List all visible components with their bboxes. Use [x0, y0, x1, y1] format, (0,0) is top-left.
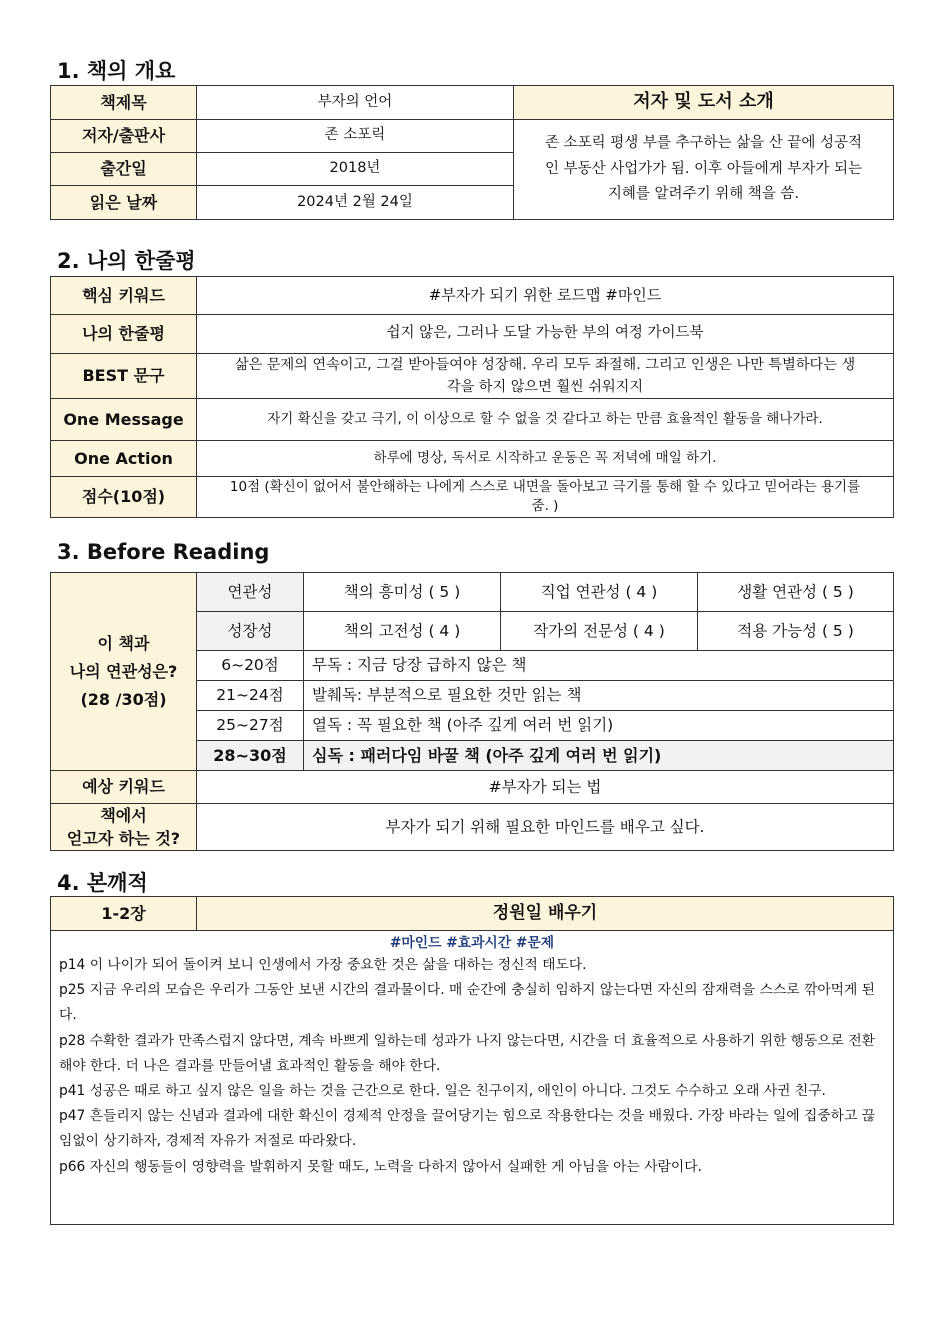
relevance-label	[51, 573, 197, 771]
value-keyword: #부자가 되기 위한 로드맵 #마인드	[197, 277, 894, 315]
value-title: 부자의 언어	[197, 86, 514, 120]
label-goal	[51, 804, 197, 851]
one-line-review-table	[50, 276, 894, 518]
label-keyword: 핵심 키워드	[51, 277, 197, 315]
label-one-action: One Action	[51, 441, 197, 477]
section-3-heading: 3. Before Reading	[57, 540, 270, 564]
label-best-quote: BEST 문구	[51, 354, 197, 399]
level-range: 6~20점	[197, 651, 304, 681]
value-review: 쉽지 않은, 그러나 도달 가능한 부의 여정 가이드북	[197, 315, 894, 354]
note-item: p25 지금 우리의 모습은 우리가 그동안 보낸 시간의 결과물이다. 매 순간에 충실히 임하지 않는다면 자신의 잠재력을 스스로 깎아먹게 된다.	[59, 982, 876, 1024]
expertise-score: 작가의 전문성 ( 4 )	[501, 612, 698, 651]
life-relevance-score: 생활 연관성 ( 5 )	[698, 573, 894, 612]
label-read-date: 읽은 날짜	[51, 186, 197, 220]
notes-tags: #마인드 #효과시간 #문제	[389, 935, 555, 951]
value-read-date: 2024년 2월 24일	[197, 186, 514, 220]
section-4-heading: 4. 본깨적	[57, 871, 148, 895]
note-item: p66 자신의 행동들이 영향력을 발휘하지 못할 때도, 노력을 다하지 않아서 실패한 게 아님을 아는 사람이다.	[59, 1158, 702, 1175]
value-goal: 부자가 되기 위해 필요한 마인드를 배우고 싶다.	[197, 804, 894, 851]
intro-title: 저자 및 도서 소개	[514, 86, 894, 120]
level-desc: 발췌독: 부분적으로 필요한 것만 읽는 책	[304, 681, 894, 711]
label-score: 점수(10점)	[51, 477, 197, 518]
level-desc: 열독 : 꼭 필요한 책 (아주 깊게 여러 번 읽기)	[304, 711, 894, 741]
chapter-label: 1-2장	[51, 897, 197, 931]
level-range: 25~27점	[197, 711, 304, 741]
value-score: 10점 (확신이 없어서 불안해하는 나에게 스스로 내면을 돌아보고 극기를 통해 할 수 있다고 믿어라는 용기를 줌. )	[197, 477, 894, 518]
value-expected-keyword: #부자가 되는 법	[197, 771, 894, 804]
label-published: 출간일	[51, 153, 197, 186]
relevance-category: 연관성	[197, 573, 304, 612]
job-relevance-score: 직업 연관성 ( 4 )	[501, 573, 698, 612]
before-reading-table	[50, 572, 894, 851]
level-desc: 무독 : 지금 당장 급하지 않은 책	[304, 651, 894, 681]
level-range-selected: 28~30점	[197, 741, 304, 771]
note-item: p47 흔들리지 않는 신념과 결과에 대한 확신이 경제적 안정을 끌어당기는 힘으로 작용한다는 것을 배웠다. 가장 바라는 일에 집중하고 끊임없이 상기하자, 경제적 자유가 저절로 따라왔다.	[59, 1108, 876, 1150]
label-goal-line2: 얻고자 하는 것?	[66, 829, 181, 849]
section-1-heading: 1. 책의 개요	[57, 59, 176, 83]
section-2-heading: 2. 나의 한줄평	[57, 249, 196, 273]
notes-body	[51, 931, 894, 1225]
level-range: 21~24점	[197, 681, 304, 711]
label-expected-keyword: 예상 키워드	[51, 771, 197, 804]
label-review: 나의 한줄평	[51, 315, 197, 354]
classic-score: 책의 고전성 ( 4 )	[304, 612, 501, 651]
relevance-label-line1: 이 책과	[97, 633, 150, 653]
notes-table	[50, 896, 894, 1225]
intro-text: 존 소포릭 평생 부를 추구하는 삶을 산 끝에 성공적인 부동산 사업가가 됨. 이후 아들에게 부자가 되는 지혜를 알려주기 위해 책을 씀.	[514, 120, 894, 220]
applicability-score: 적용 가능성 ( 5 )	[698, 612, 894, 651]
value-one-action: 하루에 명상, 독서로 시작하고 운동은 꼭 저녁에 매일 하기.	[197, 441, 894, 477]
value-one-message: 자기 확신을 갖고 극기, 이 이상으로 할 수 없을 것 같다고 하는 만큼 효율적인 활동을 해나가라.	[197, 399, 894, 441]
chapter-title: 정원일 배우기	[197, 897, 894, 931]
note-item: p28 수확한 결과가 만족스럽지 않다면, 계속 바쁘게 일하는데 성과가 나지 않는다면, 시간을 더 효율적으로 사용하기 위한 행동으로 전환해야 한다. 더 나은 결과를 만들어낼 효과적인 활동을 해야 한다.	[59, 1032, 876, 1074]
relevance-label-line2: 나의 연관성은?	[69, 661, 178, 681]
value-best-quote: 삶은 문제의 연속이고, 그걸 받아들여야 성장해. 우리 모두 좌절해. 그리고 인생은 나만 특별하다는 생각을 하지 않으면 훨씬 쉬워지지	[197, 354, 894, 399]
book-overview-table	[50, 85, 894, 220]
interest-score: 책의 흥미성 ( 5 )	[304, 573, 501, 612]
label-title: 책제목	[51, 86, 197, 120]
growth-category: 성장성	[197, 612, 304, 651]
label-goal-line1: 책에서	[100, 806, 147, 825]
value-author: 존 소포릭	[197, 120, 514, 153]
value-published: 2018년	[197, 153, 514, 186]
relevance-label-line3: (28 /30점)	[80, 689, 167, 709]
label-author: 저자/출판사	[51, 120, 197, 153]
note-item: p41 성공은 때로 하고 싶지 않은 일을 하는 것을 근간으로 한다. 일은 친구이지, 애인이 아니다. 그것도 수수하고 오래 사귄 친구.	[59, 1083, 826, 1100]
level-desc-selected: 심독 : 패러다임 바꿀 책 (아주 깊게 여러 번 읽기)	[304, 741, 894, 771]
note-item: p14 이 나이가 되어 돌이켜 보니 인생에서 가장 중요한 것은 삶을 대하는 정신적 태도다.	[59, 957, 587, 973]
label-one-message: One Message	[51, 399, 197, 441]
